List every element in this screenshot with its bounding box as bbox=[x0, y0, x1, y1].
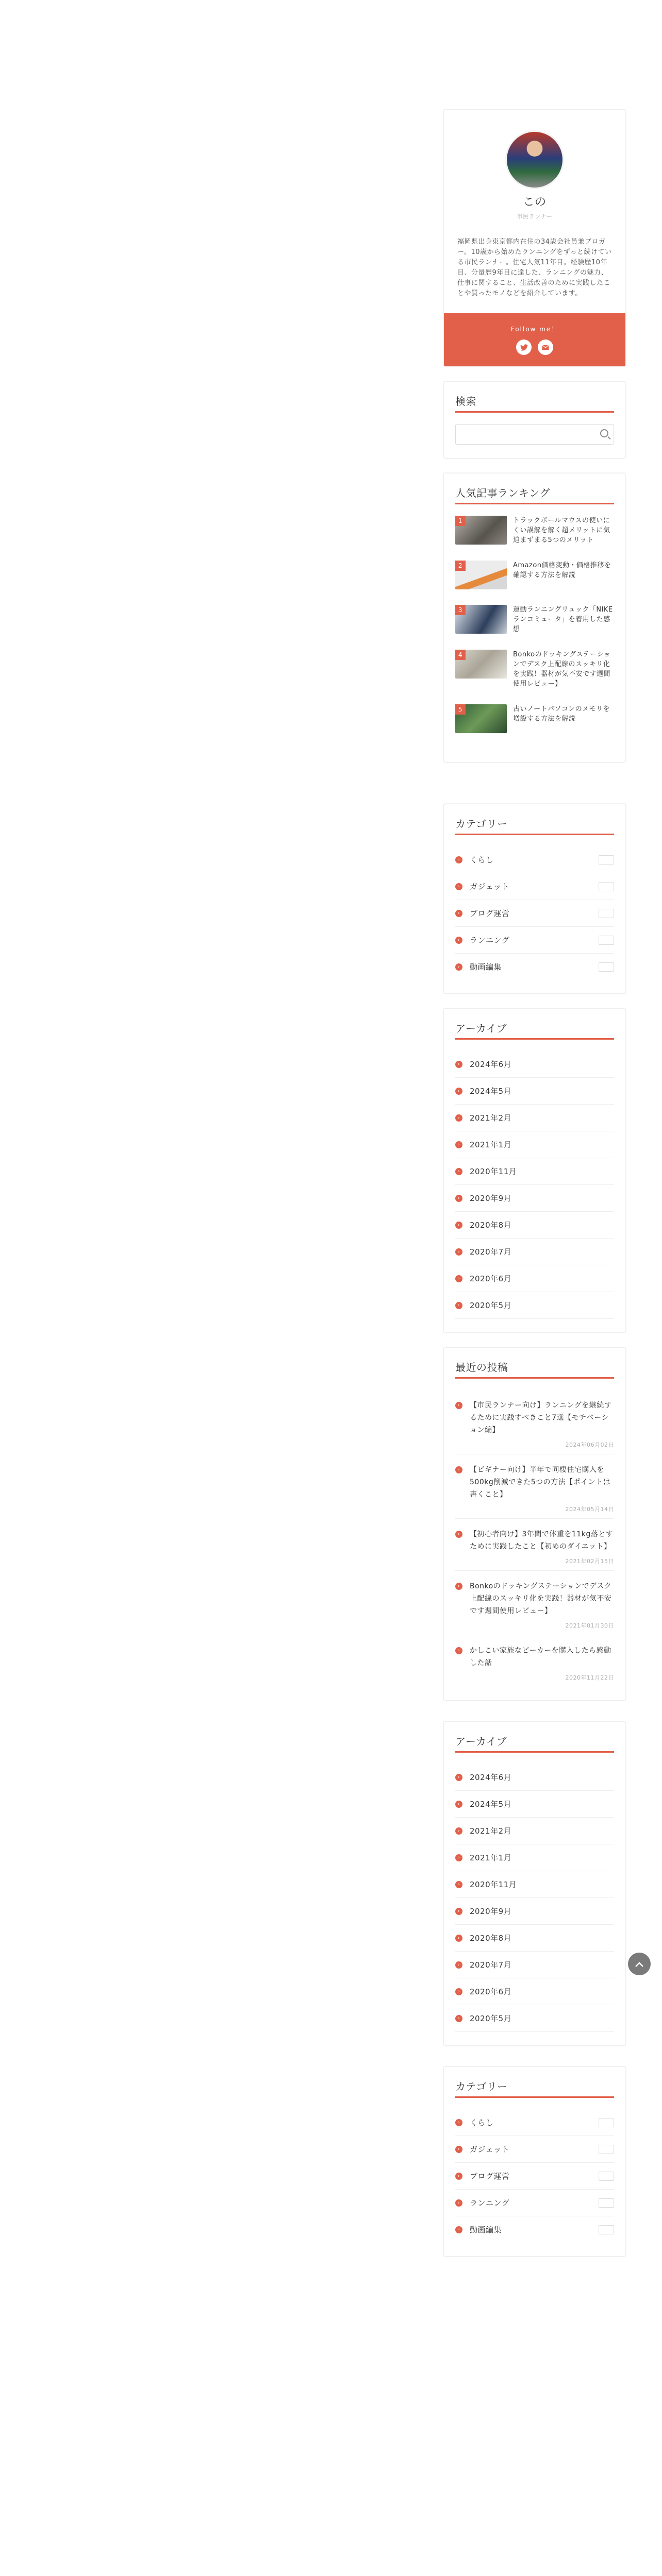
ranking-thumbnail[interactable] bbox=[455, 516, 507, 545]
recent-post-item[interactable] bbox=[455, 1571, 614, 1635]
archive-item[interactable] bbox=[455, 1952, 614, 1978]
ranking-item[interactable] bbox=[455, 650, 614, 689]
category-title: カテゴリー bbox=[455, 816, 614, 835]
category-count bbox=[599, 2145, 614, 2154]
archive-label[interactable]: 2020年5月 bbox=[470, 1301, 512, 1310]
ranking-item-title[interactable]: Bonkoのドッキングステーションでデスク上配線のスッキリ化を実践！器材が気不安です週間使用レビュー】 bbox=[513, 651, 611, 688]
chevron-right-icon: › bbox=[455, 1935, 462, 1942]
recent-post-date: 2024年06月02日 bbox=[565, 1442, 614, 1448]
chevron-right-icon: › bbox=[455, 1827, 462, 1835]
archive-item[interactable] bbox=[455, 1791, 614, 1818]
archive-label[interactable]: 2020年7月 bbox=[470, 1247, 512, 1257]
category-label[interactable]: ランニング bbox=[470, 936, 510, 945]
recent-post-title[interactable]: 【ビギナー向け】半年で同棲住宅購入を500kg削減できた5つの方法【ポイントは書くこと】 bbox=[470, 1466, 611, 1499]
archive-label[interactable]: 2020年11月 bbox=[470, 1880, 517, 1889]
category-item[interactable] bbox=[455, 927, 614, 954]
category-label[interactable]: ガジェット bbox=[470, 882, 510, 891]
ranking-title: 人気記事ランキング bbox=[455, 485, 614, 504]
category-label[interactable]: 動画編集 bbox=[470, 2225, 502, 2234]
category-label[interactable]: 動画編集 bbox=[470, 962, 502, 972]
archive-item[interactable] bbox=[455, 1105, 614, 1131]
category-label[interactable]: くらし bbox=[470, 2118, 494, 2127]
archive-label[interactable]: 2020年8月 bbox=[470, 1934, 512, 1943]
archive-item[interactable] bbox=[455, 1265, 614, 1292]
archive-label[interactable]: 2020年5月 bbox=[470, 2014, 512, 2023]
archive-label[interactable]: 2020年11月 bbox=[470, 1167, 517, 1176]
category-count bbox=[599, 2225, 614, 2234]
archive-label[interactable]: 2020年9月 bbox=[470, 1907, 512, 1916]
chevron-right-icon: › bbox=[455, 1583, 462, 1590]
archive-label[interactable]: 2024年6月 bbox=[470, 1773, 512, 1782]
ranking-item[interactable] bbox=[455, 704, 614, 733]
archive-item[interactable] bbox=[455, 1051, 614, 1078]
archive-label[interactable]: 2020年6月 bbox=[470, 1274, 512, 1283]
ranking-item-title[interactable]: 運動ランニングリュック「NIKEランコミュータ」を着用した感想 bbox=[513, 606, 613, 633]
category-count bbox=[599, 2118, 614, 2127]
category-item[interactable] bbox=[455, 2109, 614, 2136]
recent-post-item[interactable] bbox=[455, 1454, 614, 1519]
category-count bbox=[599, 936, 614, 945]
category-count bbox=[599, 909, 614, 918]
chevron-right-icon: › bbox=[455, 1275, 462, 1282]
chevron-right-icon: › bbox=[455, 1531, 462, 1538]
ranking-item[interactable] bbox=[455, 561, 614, 589]
archive-item[interactable] bbox=[455, 1292, 614, 1319]
archive-label[interactable]: 2021年2月 bbox=[470, 1113, 512, 1123]
chevron-right-icon: › bbox=[455, 1881, 462, 1888]
recent-posts-widget bbox=[443, 1347, 626, 1701]
recent-post-item[interactable] bbox=[455, 1390, 614, 1454]
category-item[interactable] bbox=[455, 2136, 614, 2163]
rank-number: 2 bbox=[455, 561, 466, 571]
follow-section bbox=[444, 313, 625, 366]
archive-label[interactable]: 2021年2月 bbox=[470, 1826, 512, 1836]
category-label[interactable]: ブログ運営 bbox=[470, 909, 510, 918]
chevron-right-icon: › bbox=[455, 1988, 462, 1995]
archive-item[interactable] bbox=[455, 1131, 614, 1158]
archive-title: アーカイブ bbox=[455, 1733, 614, 1753]
profile-widget bbox=[443, 109, 626, 367]
chevron-right-icon: › bbox=[455, 1647, 462, 1654]
mail-icon[interactable] bbox=[538, 340, 553, 355]
search-box bbox=[455, 424, 614, 445]
chevron-right-icon: › bbox=[455, 1141, 462, 1148]
twitter-icon[interactable] bbox=[516, 340, 532, 355]
rank-number: 5 bbox=[455, 704, 466, 715]
archive-item[interactable] bbox=[455, 1078, 614, 1105]
ranking-item[interactable] bbox=[455, 605, 614, 634]
chevron-right-icon: › bbox=[455, 856, 462, 863]
archive-label[interactable]: 2021年1月 bbox=[470, 1140, 512, 1149]
chevron-right-icon: › bbox=[455, 1302, 462, 1309]
category-label[interactable]: ランニング bbox=[470, 2198, 510, 2208]
category-count bbox=[599, 2172, 614, 2181]
recent-title: 最近の投稿 bbox=[455, 1359, 614, 1379]
chevron-right-icon: › bbox=[455, 1854, 462, 1861]
chevron-right-icon: › bbox=[455, 1222, 462, 1229]
chevron-right-icon: › bbox=[455, 910, 462, 917]
chevron-right-icon: › bbox=[455, 937, 462, 944]
chevron-right-icon: › bbox=[455, 1961, 462, 1969]
category-count bbox=[599, 882, 614, 891]
chevron-right-icon: › bbox=[455, 1168, 462, 1175]
category-item[interactable] bbox=[455, 900, 614, 927]
rank-number: 1 bbox=[455, 516, 466, 526]
recent-post-title[interactable]: 【市民ランナー向け】ランニングを継続するために実践すべきこと7選【モチベーション編】 bbox=[470, 1401, 612, 1434]
recent-post-title[interactable]: かしこい家族なビーカーを購入したら感動した話 bbox=[470, 1647, 611, 1667]
archive-label[interactable]: 2024年6月 bbox=[470, 1060, 512, 1069]
archive-item[interactable] bbox=[455, 1898, 614, 1925]
avatar bbox=[505, 130, 564, 189]
chevron-right-icon: › bbox=[455, 1402, 462, 1409]
archive-item[interactable] bbox=[455, 1818, 614, 1844]
search-icon[interactable] bbox=[600, 429, 608, 437]
archive-label[interactable]: 2024年5月 bbox=[470, 1800, 512, 1809]
category-count bbox=[599, 855, 614, 865]
category-title: カテゴリー bbox=[455, 2078, 614, 2098]
chevron-right-icon: › bbox=[455, 1195, 462, 1202]
archive-label[interactable]: 2024年5月 bbox=[470, 1087, 512, 1096]
archive-widget-2 bbox=[443, 1721, 626, 2046]
category-item[interactable] bbox=[455, 2190, 614, 2216]
category-item[interactable] bbox=[455, 954, 614, 980]
category-item[interactable] bbox=[455, 846, 614, 873]
archive-item[interactable] bbox=[455, 1764, 614, 1791]
search-widget bbox=[443, 381, 626, 459]
search-title: 検索 bbox=[455, 393, 614, 413]
recent-post-date: 2020年11月22日 bbox=[565, 1674, 614, 1681]
archive-item[interactable] bbox=[455, 1925, 614, 1952]
chevron-right-icon: › bbox=[455, 1801, 462, 1808]
category-item[interactable] bbox=[455, 2216, 614, 2243]
archive-item[interactable] bbox=[455, 1212, 614, 1239]
ranking-item-title[interactable]: 古いノートパソコンのメモリを増設する方法を解説 bbox=[513, 705, 610, 723]
recent-post-item[interactable] bbox=[455, 1635, 614, 1687]
chevron-right-icon: › bbox=[455, 2199, 462, 2207]
ranking-item-title[interactable]: トラックボールマウスの使いにくい誤解を解く超メリットに気迫まずまる5つのメリット bbox=[513, 517, 610, 544]
category-label[interactable]: ブログ運営 bbox=[470, 2172, 510, 2181]
archive-item[interactable] bbox=[455, 1978, 614, 2005]
chevron-right-icon: › bbox=[455, 2226, 462, 2233]
ranking-thumbnail[interactable] bbox=[455, 704, 507, 733]
category-item[interactable] bbox=[455, 2163, 614, 2190]
back-to-top-button[interactable] bbox=[628, 1953, 651, 1975]
ranking-thumbnail[interactable] bbox=[455, 650, 507, 679]
profile-name: この bbox=[523, 196, 547, 209]
archive-item[interactable] bbox=[455, 2005, 614, 2032]
chevron-right-icon: › bbox=[455, 1061, 462, 1068]
category-count bbox=[599, 962, 614, 972]
chevron-right-icon: › bbox=[455, 1908, 462, 1915]
rank-number: 3 bbox=[455, 605, 466, 615]
archive-label[interactable]: 2020年6月 bbox=[470, 1987, 512, 1996]
archive-label[interactable]: 2020年8月 bbox=[470, 1221, 512, 1230]
archive-item[interactable] bbox=[455, 1871, 614, 1898]
chevron-right-icon: › bbox=[455, 1774, 462, 1781]
profile-role: 市民ランナー bbox=[517, 213, 553, 220]
recent-post-title[interactable]: Bonkoのドッキングステーションでデスク上配線のスッキリ化を実践！器材が気不安です週間使用レビュー】 bbox=[470, 1582, 612, 1615]
chevron-right-icon: › bbox=[455, 1088, 462, 1095]
search-input[interactable] bbox=[456, 425, 614, 443]
chevron-right-icon: › bbox=[455, 883, 462, 890]
category-label[interactable]: ガジェット bbox=[470, 2145, 510, 2154]
recent-post-date: 2021年02月15日 bbox=[565, 1558, 614, 1565]
category-widget-2 bbox=[443, 2066, 626, 2257]
chevron-right-icon: › bbox=[455, 1466, 462, 1473]
ranking-item-title[interactable]: Amazon価格変動・価格推移を確認する方法を解説 bbox=[513, 562, 611, 579]
ranking-widget bbox=[443, 473, 626, 762]
archive-widget bbox=[443, 1008, 626, 1333]
chevron-up-icon bbox=[635, 1959, 643, 1970]
ranking-thumbnail[interactable] bbox=[455, 605, 507, 634]
archive-label[interactable]: 2020年7月 bbox=[470, 1960, 512, 1970]
chevron-right-icon: › bbox=[455, 1248, 462, 1256]
chevron-right-icon: › bbox=[455, 2173, 462, 2180]
archive-item[interactable] bbox=[455, 1185, 614, 1212]
archive-item[interactable] bbox=[455, 1239, 614, 1265]
archive-item[interactable] bbox=[455, 1844, 614, 1871]
archive-label[interactable]: 2020年9月 bbox=[470, 1194, 512, 1203]
ranking-thumbnail[interactable] bbox=[455, 561, 507, 589]
archive-title: アーカイブ bbox=[455, 1020, 614, 1040]
category-label[interactable]: くらし bbox=[470, 855, 494, 865]
follow-label: Follow me！ bbox=[510, 326, 559, 333]
recent-post-item[interactable] bbox=[455, 1519, 614, 1571]
chevron-right-icon: › bbox=[455, 963, 462, 971]
archive-label[interactable]: 2021年1月 bbox=[470, 1853, 512, 1862]
category-widget bbox=[443, 804, 626, 994]
rank-number: 4 bbox=[455, 650, 466, 660]
chevron-right-icon: › bbox=[455, 1114, 462, 1122]
ranking-item[interactable] bbox=[455, 516, 614, 545]
sidebar bbox=[443, 109, 626, 2271]
category-item[interactable] bbox=[455, 873, 614, 900]
recent-post-date: 2024年05月14日 bbox=[565, 1506, 614, 1513]
archive-item[interactable] bbox=[455, 1158, 614, 1185]
recent-post-date: 2021年01月30日 bbox=[565, 1622, 614, 1629]
chevron-right-icon: › bbox=[455, 2015, 462, 2022]
chevron-right-icon: › bbox=[455, 2146, 462, 2153]
category-count bbox=[599, 2198, 614, 2208]
chevron-right-icon: › bbox=[455, 2119, 462, 2126]
profile-description: 福岡県出身東京都内在住の34歳会社員兼ブロガー。10歳から始めたランニングをずっと続けている市民ランナー。住宅人気11年目。経験歴10年目、分量歴9年目に達した、ランニングの魅力、仕事に関すること、生活改善のために実践したことや買ったモノなどを紹介しています。 bbox=[457, 238, 612, 297]
recent-post-title[interactable]: 【初心者向け】3年間で体重を11kg落とすために実践したこと【初めのダイエット】 bbox=[470, 1530, 614, 1551]
